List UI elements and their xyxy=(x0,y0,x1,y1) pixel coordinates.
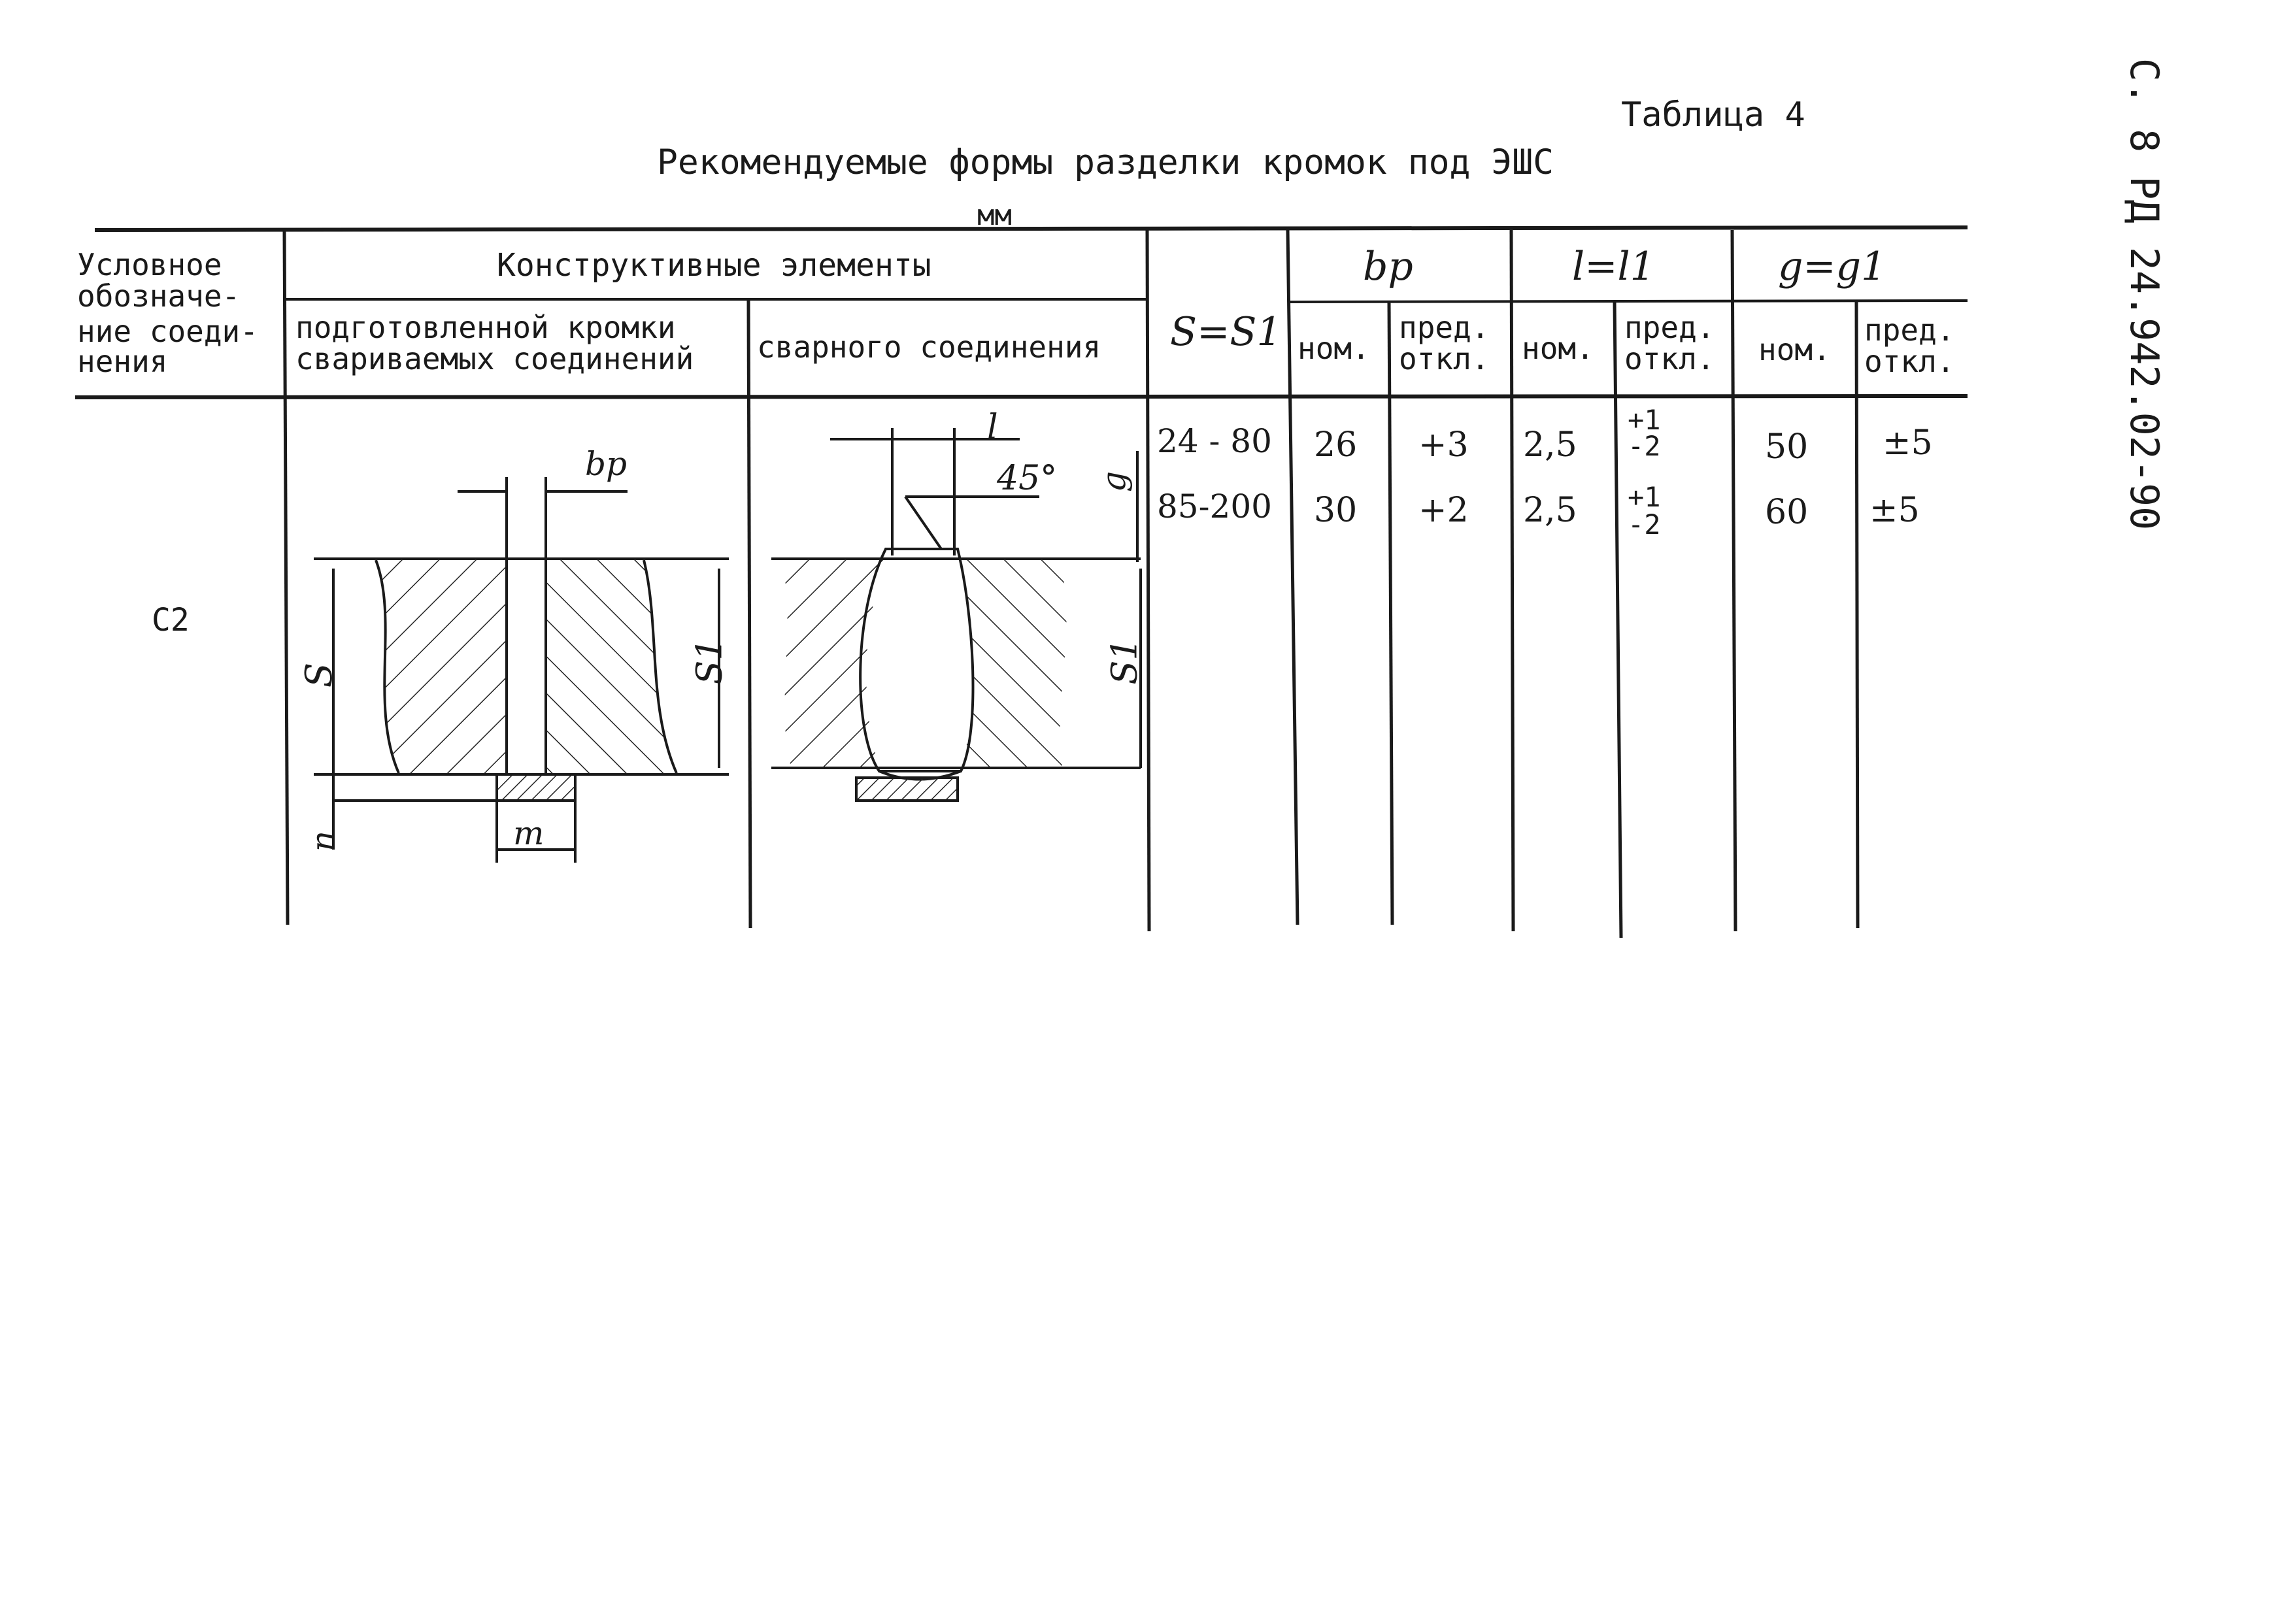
header-g-dev-2: откл. xyxy=(1864,344,1955,379)
header-l-nom: ном. xyxy=(1522,331,1594,366)
label-s1-prepared: S1 xyxy=(688,638,730,685)
label-s: S xyxy=(298,662,341,688)
header-l-dev-2: откл. xyxy=(1624,341,1715,376)
l-dev-1-upper: +1 xyxy=(1628,404,1661,436)
s-value-2: 85-200 xyxy=(1157,488,1272,525)
prepared-edge-drawing xyxy=(314,477,729,863)
header-welded-joint: сварного соединения xyxy=(757,329,1101,365)
header-g-param: g=g1 xyxy=(1778,244,1886,290)
header-thickness: S=S1 xyxy=(1170,309,1282,355)
label-angle: 45° xyxy=(997,459,1058,498)
label-g: g xyxy=(1095,471,1133,493)
header-designation-2: обозначе- xyxy=(77,278,241,314)
label-n: n xyxy=(304,830,343,852)
row-designation: С2 xyxy=(152,602,190,638)
page-side-ref-text: С. 8 РД 24.942.02-90 xyxy=(2121,58,2167,531)
header-bp-dev-1: пред. xyxy=(1399,310,1490,345)
table-label: Таблица 4 xyxy=(1621,95,1805,135)
header-g-dev-1: пред. xyxy=(1864,312,1955,348)
table-title: Рекомендуемые формы разделки кромок под ЭШС xyxy=(657,142,1554,182)
header-prepared-edge-2: свариваемых соединений xyxy=(295,341,694,376)
header-gap: bр xyxy=(1363,244,1413,290)
bp-nom-1: 26 xyxy=(1314,425,1358,465)
l-dev-1-lower: -2 xyxy=(1628,430,1661,462)
bp-dev-2: +2 xyxy=(1418,491,1469,530)
g-dev-1: ±5 xyxy=(1883,423,1933,463)
g-nom-2: 60 xyxy=(1765,493,1809,532)
header-structural-elements: Конструктивные элементы xyxy=(497,247,931,284)
s-value-1: 24 - 80 xyxy=(1157,422,1272,460)
label-bp: bр xyxy=(585,445,628,483)
l-dev-2-upper: +1 xyxy=(1628,481,1661,513)
welded-joint-drawing xyxy=(771,428,1145,801)
header-bp-dev-2: откл. xyxy=(1399,341,1490,376)
header-designation-1: Условное xyxy=(77,247,222,282)
l-dev-2-lower: -2 xyxy=(1628,508,1661,540)
header-prepared-edge-1: подготовленной кромки xyxy=(295,310,676,345)
header-bp-nom: ном. xyxy=(1298,331,1370,366)
bp-nom-2: 30 xyxy=(1314,491,1358,530)
header-designation-4: нения xyxy=(77,344,168,379)
g-nom-1: 50 xyxy=(1765,427,1809,467)
label-l: l xyxy=(987,408,998,447)
units-label: мм xyxy=(977,199,1012,232)
l-nom-1: 2,5 xyxy=(1523,425,1577,465)
header-l-dev-1: пред. xyxy=(1624,310,1715,345)
label-s1-welded: S1 xyxy=(1103,638,1145,685)
header-l-param: l=l1 xyxy=(1572,244,1655,290)
g-dev-2: ±5 xyxy=(1869,491,1920,530)
bp-dev-1: +3 xyxy=(1418,425,1469,465)
label-m: m xyxy=(513,814,544,852)
l-nom-2: 2,5 xyxy=(1523,491,1577,530)
header-g-nom: ном. xyxy=(1758,332,1831,367)
header-designation-3: ние соеди- xyxy=(77,314,258,349)
